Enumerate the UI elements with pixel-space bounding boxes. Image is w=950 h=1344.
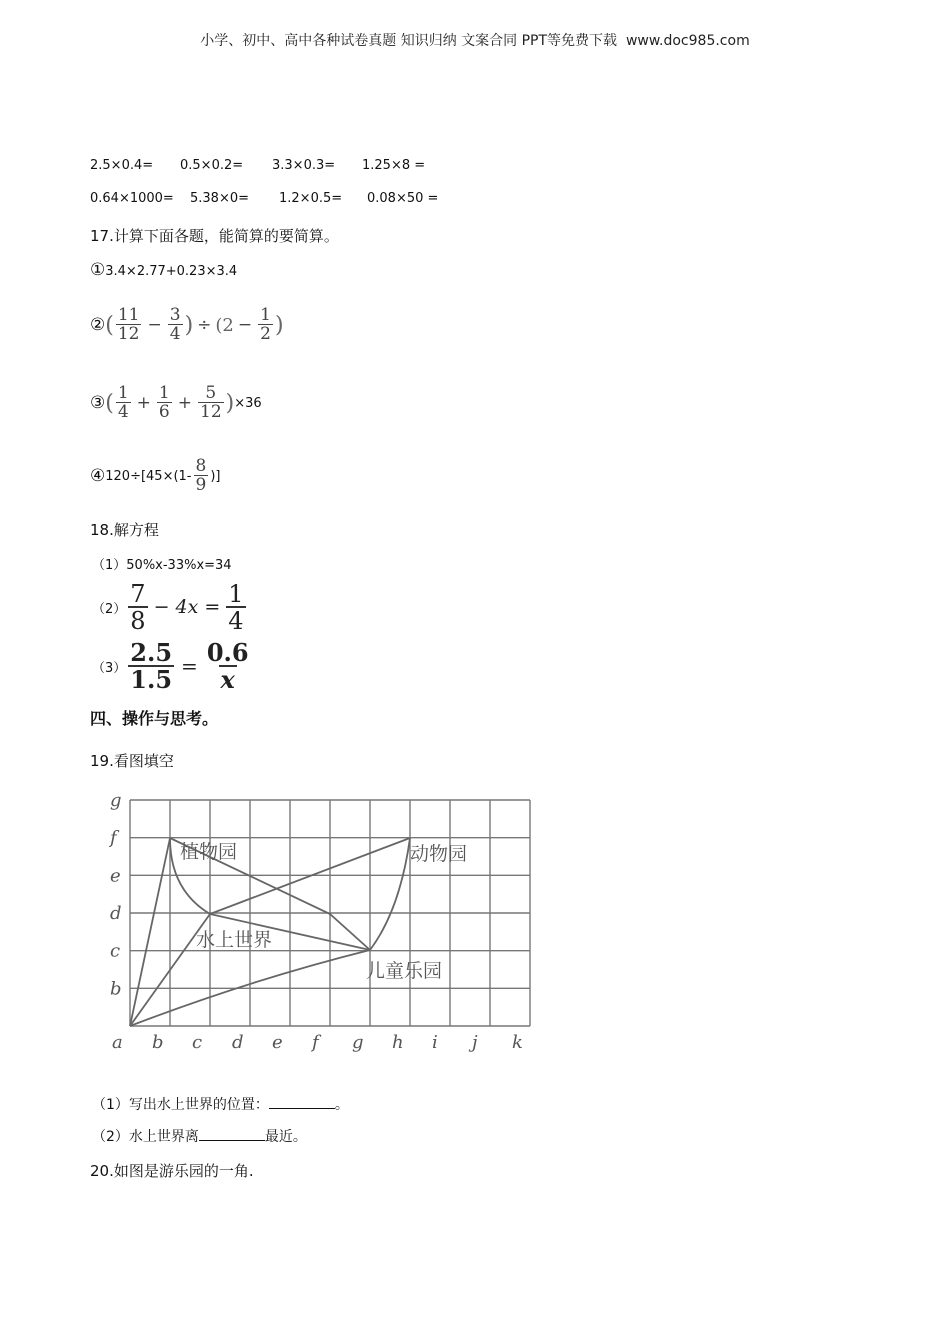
q17-problem-3 [90,382,262,424]
y-axis-label-d: d [110,903,122,924]
oral-calc-8: 0.08×50 = [367,191,439,206]
fraction-5-12: $\frac{5}{12}$ [200,383,222,422]
oral-calc-1: 2.5×0.4= [90,158,154,173]
oral-calc-4: 1.25×8 = [362,158,426,173]
y-axis-label-f: f [110,827,117,849]
q17-p4-pre: 120÷[45×(1- [105,468,192,484]
divide-sign: ÷ [197,315,212,335]
x-axis-label-i: i [432,1032,438,1053]
fraction-8-9: $\frac{8}{9}$ [195,456,207,495]
q18-equation-1 [92,554,232,573]
fraction-1-6: $\frac{1}{6}$ [158,383,170,422]
x-axis-label-k: k [512,1032,523,1053]
q18-e1-mark: （1） [92,558,127,573]
q20-title: 20.如图是游乐园的一角. [90,1162,254,1180]
x-axis-label-c: c [192,1032,203,1053]
route-zoo-to-kids [370,838,410,950]
paren-left-2: (2 [215,314,234,336]
q17-p1-expr: 3.4×2.77+0.23×3.4 [105,264,238,279]
q18-equation-2 [92,579,248,635]
paren-left: ( [105,312,114,338]
paren-right: ) [184,312,194,338]
q18-e1-expr: 50%x-33%x=34 [126,558,232,573]
oral-calc-5: 0.64×1000= [90,191,174,206]
label-zoo: 动物园 [410,843,468,865]
q19-sub-2 [92,1126,307,1146]
paren-right-2: ) [274,312,284,338]
header-site: www.doc985.com [625,33,750,49]
x-axis-label-e: e [272,1032,283,1053]
q17-problem-4 [90,456,220,496]
q19-sub2-text: （2）水上世界离 [92,1129,199,1145]
q18-e2-mid: − 4x = [153,596,221,618]
x-axis-label-b: b [152,1032,164,1053]
fraction-1-4: $\frac{1}{4}$ [228,579,244,635]
answer-blank-2[interactable] [199,1126,265,1141]
q19-title: 19.看图填空 [90,752,174,770]
label-botanical: 植物园 [180,841,238,863]
header-text: 小学、初中、高中各种试卷真题 知识归纳 文案合同 PPT等免费下载 [200,33,618,49]
q18-e3-mark: （3） [92,660,127,676]
circled-number-1: ① [90,260,106,280]
x-axis-label-h: h [392,1032,404,1053]
x-axis-label-d: d [232,1032,244,1053]
q18-equation-3 [92,637,253,694]
circled-number-2: ② [90,315,106,335]
y-axis-label-b: b [110,978,122,1000]
q17-title: 17.计算下面各题，能简算的要简算。 [90,227,339,245]
grid-lines [130,800,530,1026]
equals-sign: = [181,654,198,678]
plus-sign-2: + [177,393,192,413]
minus-sign-2: − [237,315,253,335]
q17-problem-2 [90,304,284,346]
fraction-2.5-1.5: $\frac{2.5}{1.5}$ [130,637,173,694]
section-4-heading: 四、操作与思考。 [90,709,219,728]
circled-number-4: ④ [90,466,106,486]
q17-p4-post: )] [210,468,221,484]
x-axis-label-g: g [352,1032,364,1053]
q19-sub1-end: 。 [334,1097,349,1113]
y-axis-label-e: e [110,865,121,887]
answer-blank-1[interactable] [269,1094,335,1109]
q19-sub-1 [92,1094,349,1114]
q18-e2-mark: （2） [92,601,127,617]
minus-sign: − [147,315,162,335]
q18-e2-math [126,579,247,635]
oral-calc-7: 1.2×0.5= [279,191,343,206]
fraction-11-12: $\frac{11}{12}$ [117,305,140,344]
fraction-3-4: $\frac{3}{4}$ [169,305,181,344]
q17-problem-1 [90,260,237,280]
fraction-1-4: $\frac{1}{4}$ [117,383,129,422]
q17-p3-math [105,385,234,421]
q18-title: 18.解方程 [90,521,159,539]
y-axis-label-g: g [110,790,122,811]
label-kids-park: 儿童乐园 [366,960,443,982]
fraction-0.6-x: $\frac{0.6}{x}$ [206,637,249,694]
circled-number-3: ③ [90,393,106,413]
q18-e3-math [126,637,252,694]
x-axis-label-f: f [312,1032,319,1053]
q17-p4-math [192,458,211,494]
paren-left: ( [105,390,114,416]
plus-sign: + [136,393,151,413]
q17-p2-math [105,307,283,343]
fraction-7-8: $\frac{7}{8}$ [130,579,146,635]
oral-calc-6: 5.38×0= [190,191,250,206]
x-axis-label-a: a [112,1032,123,1053]
q19-sub2-end: 最近。 [264,1129,307,1145]
paren-right: ) [225,390,235,416]
x-axis-label-j: j [472,1032,478,1053]
label-water-world: 水上世界 [196,929,273,951]
oral-calc-3: 3.3×0.3= [272,158,336,173]
y-axis-label-c: c [110,940,121,962]
grid-map-figure [100,790,550,1060]
page-header [0,30,950,50]
q17-p3-tail: ×36 [234,395,262,411]
oral-calc-2: 0.5×0.2= [180,158,244,173]
fraction-1-2: $\frac{1}{2}$ [260,305,271,344]
q19-sub1-text: （1）写出水上世界的位置： [92,1097,269,1113]
